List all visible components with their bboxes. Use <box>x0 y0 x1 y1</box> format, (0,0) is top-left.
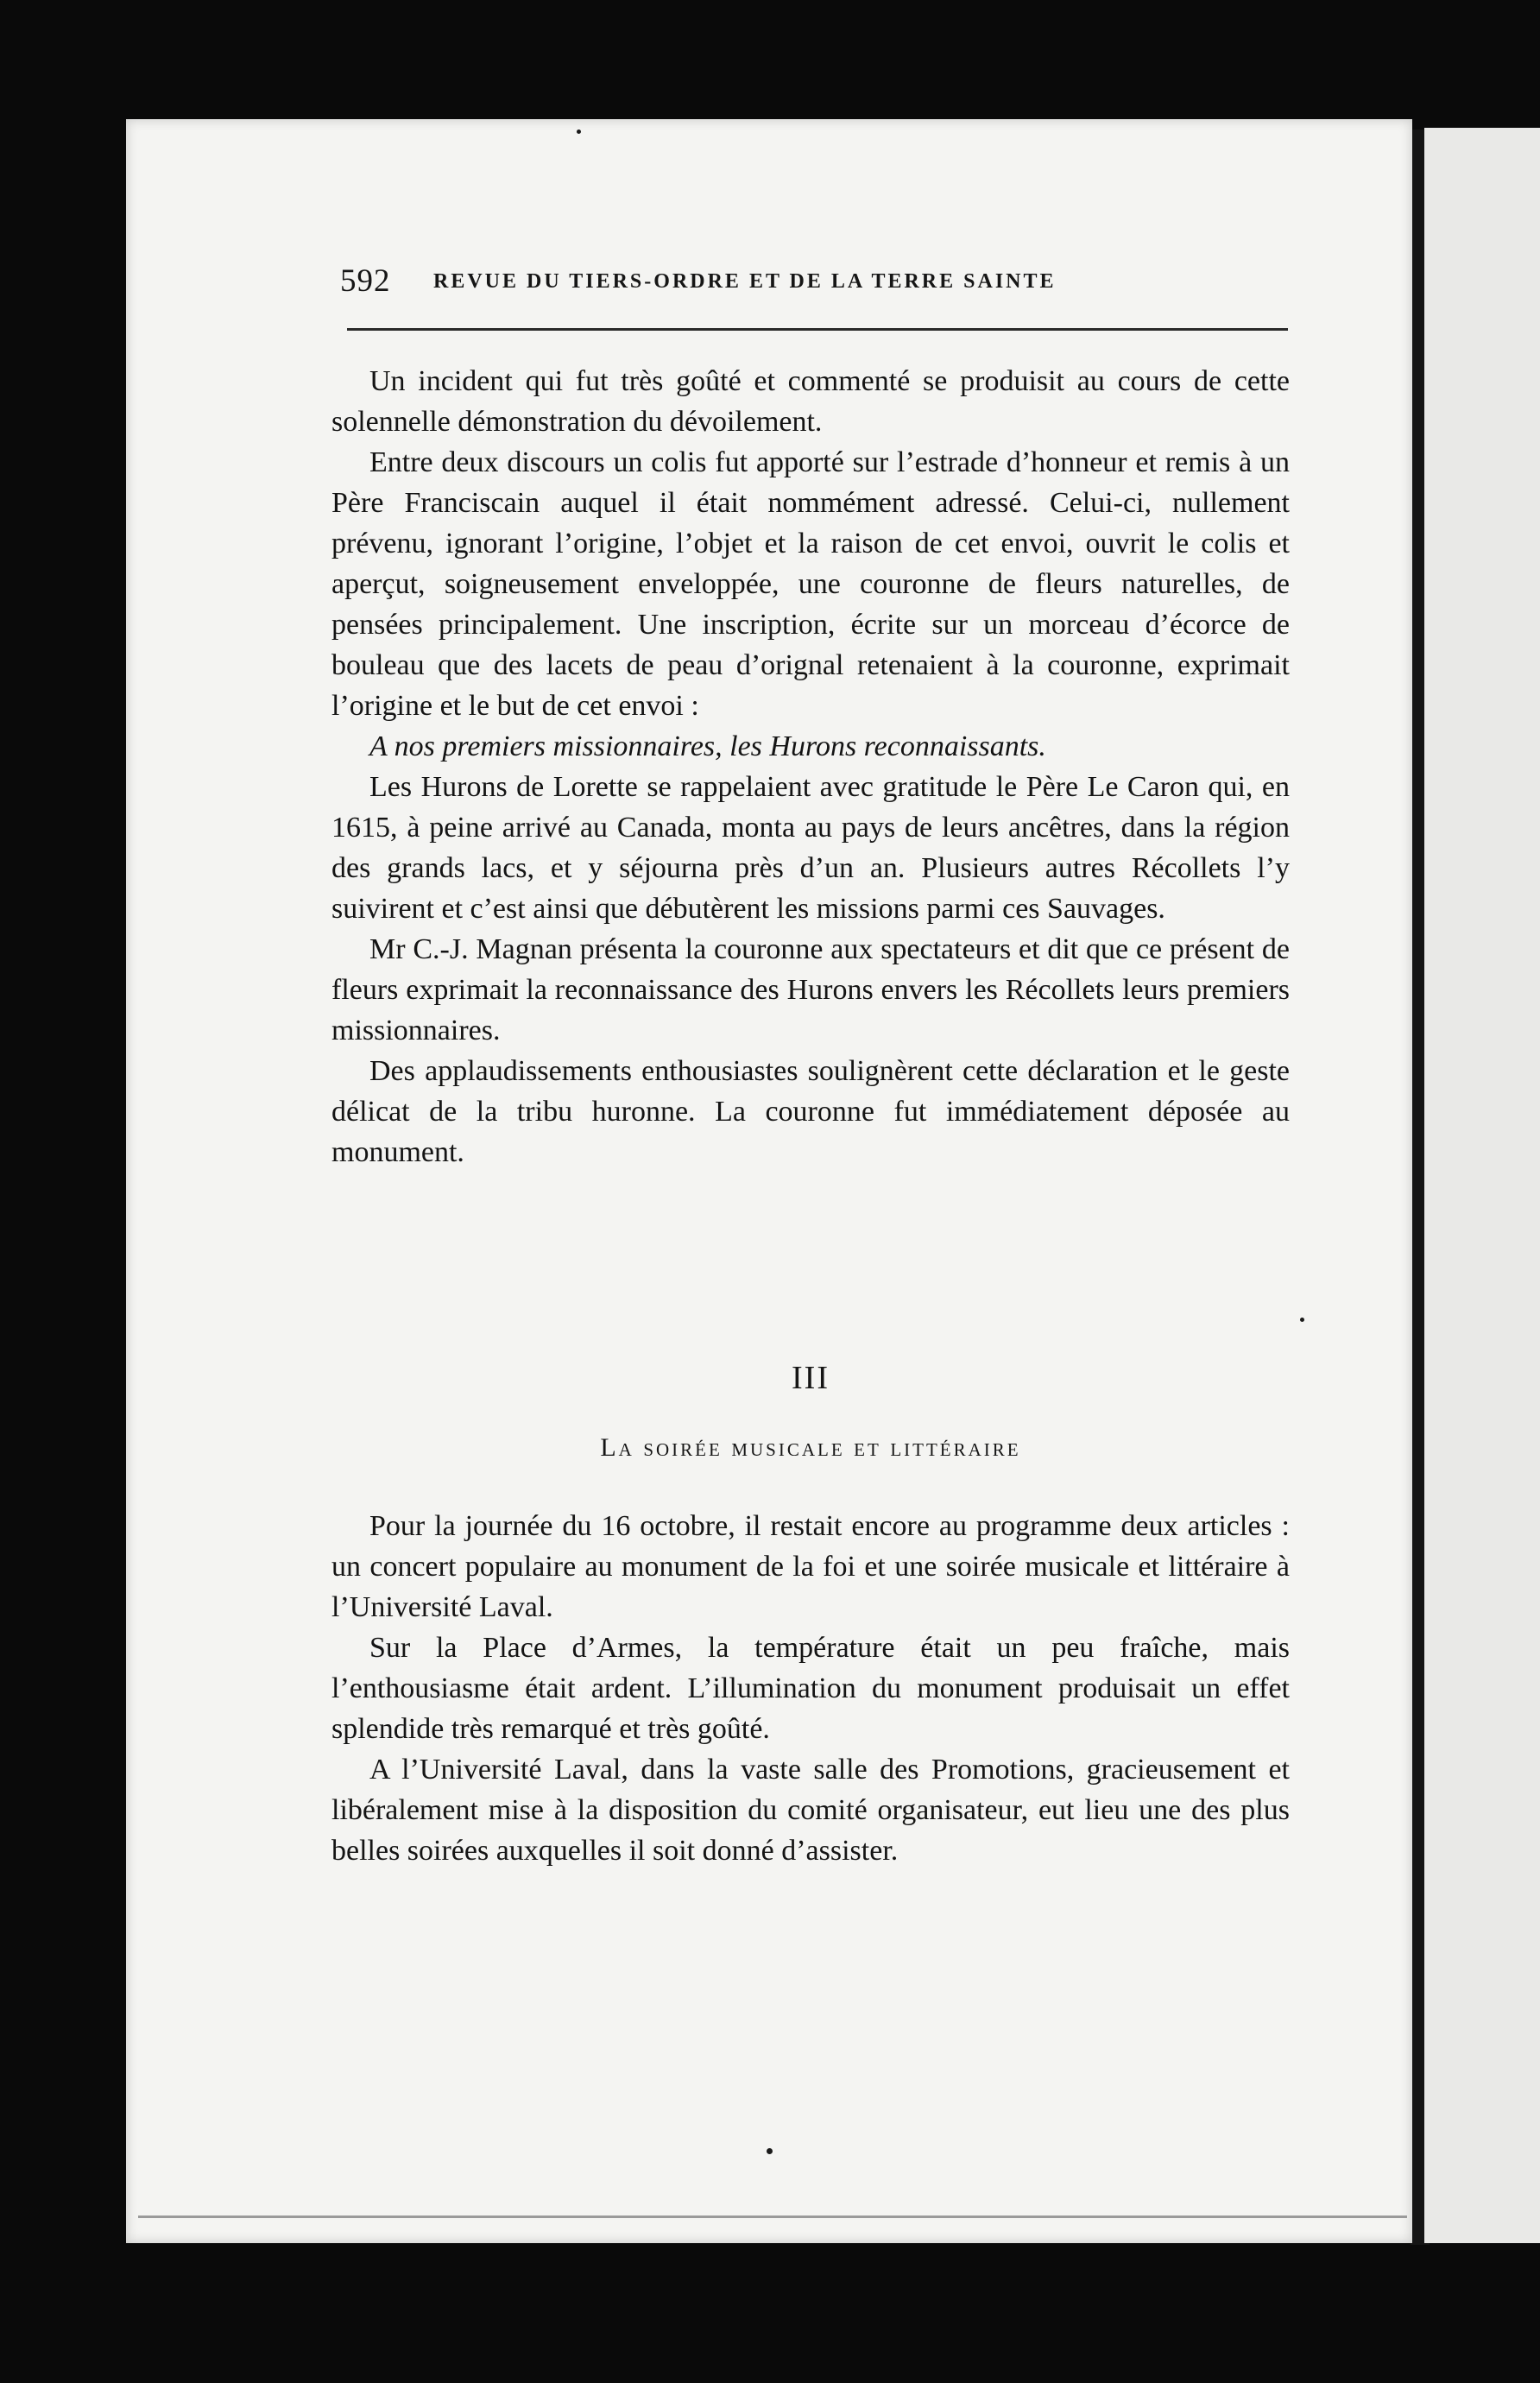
section-number: III <box>792 1360 830 1396</box>
section-title: La soirée musicale et littéraire <box>600 1433 1021 1462</box>
main-text <box>331 361 1290 1173</box>
page-header <box>212 259 1290 311</box>
paragraph: Des applaudissements enthousiastes soulignèrent cette déclaration et le geste délicat de la tribu huronne. La couronne fut immédiatement déposée au monument. <box>331 1055 1290 1168</box>
adjacent-page-edge <box>1424 128 1540 2243</box>
section-text <box>331 1506 1290 1871</box>
header-rule <box>347 328 1288 331</box>
paragraph: Un incident qui fut très goûté et commenté se produisit au cours de cette solennelle démonstration du dévoilement. <box>331 365 1290 438</box>
scan-speck <box>1300 1318 1304 1322</box>
paragraph: Entre deux discours un colis fut apporté sur l’estrade d’honneur et remis à un Père Franciscain auquel il était nommément adressé. Celui-ci, nullement prévenu, ignorant l’origine, l’objet et la raison de cet envoi, ouvrit le colis et aperçut, soigneusement enveloppée, une couronne de fleurs naturelles, de pensées principalement. Une inscription, écrite sur un morceau d’écorce de bouleau que des lacets de peau d’orignal retenaient à la couronne, exprimait l’origine et le but de cet envoi : <box>331 446 1290 722</box>
paragraph: Les Hurons de Lorette se rappelaient avec gratitude le Père Le Caron qui, en 1615, à peine arrivé au Canada, monta au pays de leurs ancêtres, dans la région des grands lacs, et y séjourna près d’un an. Plusieurs autres Récollets l’y suivirent et c’est ainsi que débutèrent les missions parmi ces Sauvages. <box>331 771 1290 925</box>
page-number: 592 <box>340 263 391 299</box>
scan-speck <box>577 130 581 134</box>
page-bottom-edge <box>138 2215 1407 2218</box>
paragraph: Pour la journée du 16 octobre, il restait encore au programme deux articles : un concert populaire au monument de la foi et une soirée musicale et littéraire à l’Université Laval. <box>331 1510 1290 1623</box>
paragraph: Mr C.-J. Magnan présenta la couronne aux spectateurs et dit que ce présent de fleurs exprimait la reconnaissance des Hurons envers les Récollets leurs premiers missionnaires. <box>331 933 1290 1046</box>
inscription-quote: A nos premiers missionnaires, les Hurons reconnaissants. <box>369 730 1046 762</box>
scan-speck <box>767 2148 773 2154</box>
paragraph: A l’Université Laval, dans la vaste salle des Promotions, gracieusement et libéralement mise à la disposition du comité organisateur, eut lieu une des plus belles soirées auxquelles il soit donné d’assister. <box>331 1754 1290 1867</box>
running-head: REVUE DU TIERS-ORDRE ET DE LA TERRE SAINTE <box>433 270 1057 293</box>
paragraph: Sur la Place d’Armes, la température était un peu fraîche, mais l’enthousiasme était ardent. L’illumination du monument produisait un effet splendide très remarqué et très goûté. <box>331 1632 1290 1745</box>
